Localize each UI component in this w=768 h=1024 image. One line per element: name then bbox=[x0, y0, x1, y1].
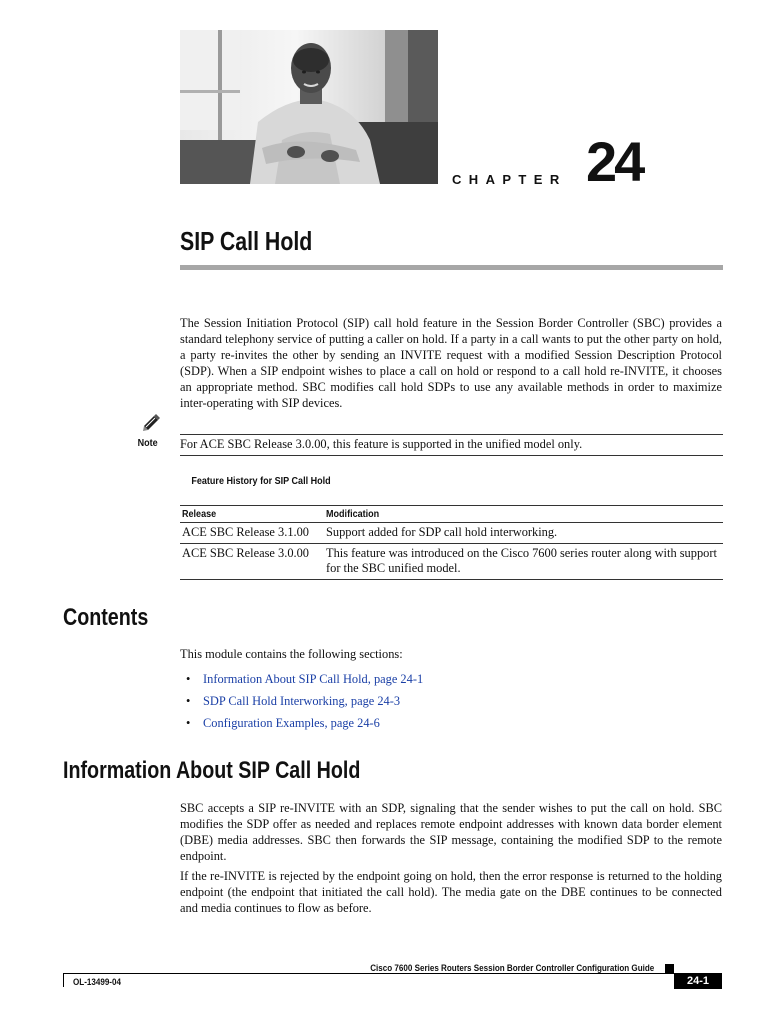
modification-cell: This feature was introduced on the Cisco 7600 series router along with support for the SBC unified model. bbox=[324, 544, 723, 580]
list-item bbox=[186, 712, 423, 734]
contents-heading: Contents bbox=[63, 604, 149, 631]
title-rule bbox=[180, 265, 723, 270]
release-cell: ACE SBC Release 3.1.00 bbox=[180, 523, 324, 544]
table-row bbox=[180, 523, 723, 544]
list-item bbox=[186, 690, 423, 712]
note-text: For ACE SBC Release 3.0.00, this feature is supported in the unified model only. bbox=[180, 437, 583, 451]
table-header-row bbox=[180, 506, 723, 523]
column-header-modification: Modification bbox=[324, 506, 723, 523]
information-paragraph-1: SBC accepts a SIP re-INVITE with an SDP, signaling that the sender wishes to put the call on hold. SBC modifies the SDP offer as needed and replaces remote endpoint addresses with known data border element (DBE) media addresses. SBC then forwards the SIP message, containing the modified SDP to the remote endpoint. bbox=[180, 801, 722, 863]
note-divider-bottom bbox=[180, 455, 723, 456]
table-row bbox=[180, 544, 723, 580]
chapter-label: CHAPTER bbox=[452, 172, 567, 187]
bullet: • bbox=[186, 694, 191, 708]
page-number: 24-1 bbox=[674, 973, 722, 989]
bullet: • bbox=[186, 716, 191, 730]
intro-paragraph: The Session Initiation Protocol (SIP) call hold feature in the Session Border Controller (SBC) provides a standard telephony service of putting a caller on hold. If a party in a call wants to put the other party on hold, a party re-invites the other by sending an INVITE request with a modified Session Description Protocol (SDP). When a SIP endpoint wishes to place a call on hold or respond to a call hold re-INVITE, it chooses an appropriate method. SBC modifies call hold SDPs to use any available methods in order to maximize inter-operating with SIP devices. bbox=[180, 316, 722, 410]
information-heading: Information About SIP Call Hold bbox=[63, 757, 361, 784]
toc-link-sdp-interworking[interactable]: SDP Call Hold Interworking, page 24-3 bbox=[203, 694, 401, 708]
page-title: SIP Call Hold bbox=[180, 226, 313, 256]
release-cell: ACE SBC Release 3.0.00 bbox=[180, 544, 324, 580]
pencil-icon bbox=[140, 412, 162, 434]
chapter-number: 24 bbox=[586, 130, 643, 193]
note-divider-top bbox=[180, 434, 723, 435]
feature-history-table bbox=[180, 505, 723, 580]
contents-intro: This module contains the following sections: bbox=[180, 647, 403, 661]
modification-cell: Support added for SDP call hold interworking. bbox=[324, 523, 723, 544]
toc-link-configuration-examples[interactable]: Configuration Examples, page 24-6 bbox=[203, 716, 380, 730]
column-header-release: Release bbox=[180, 506, 324, 523]
footer-guide-title: Cisco 7600 Series Routers Session Border Controller Configuration Guide bbox=[369, 962, 654, 973]
information-paragraph-2: If the re-INVITE is rejected by the endpoint going on hold, then the error response is returned to the holding endpoint (the endpoint that initiated the call hold). The media gate on the DBE continues to be connected and media continues to flow as before. bbox=[180, 869, 722, 915]
contents-list bbox=[186, 668, 423, 734]
chapter-header-photo bbox=[180, 30, 438, 184]
footer-doc-number: OL-13499-04 bbox=[73, 976, 121, 987]
toc-link-information-about[interactable]: Information About SIP Call Hold, page 24-1 bbox=[203, 672, 424, 686]
note-label: Note bbox=[137, 437, 158, 449]
footer-tick bbox=[63, 973, 64, 987]
footer-marker bbox=[665, 964, 674, 973]
feature-history-caption: Feature History for SIP Call Hold bbox=[191, 475, 331, 487]
footer-rule bbox=[63, 973, 674, 974]
list-item bbox=[186, 668, 423, 690]
bullet: • bbox=[186, 672, 191, 686]
